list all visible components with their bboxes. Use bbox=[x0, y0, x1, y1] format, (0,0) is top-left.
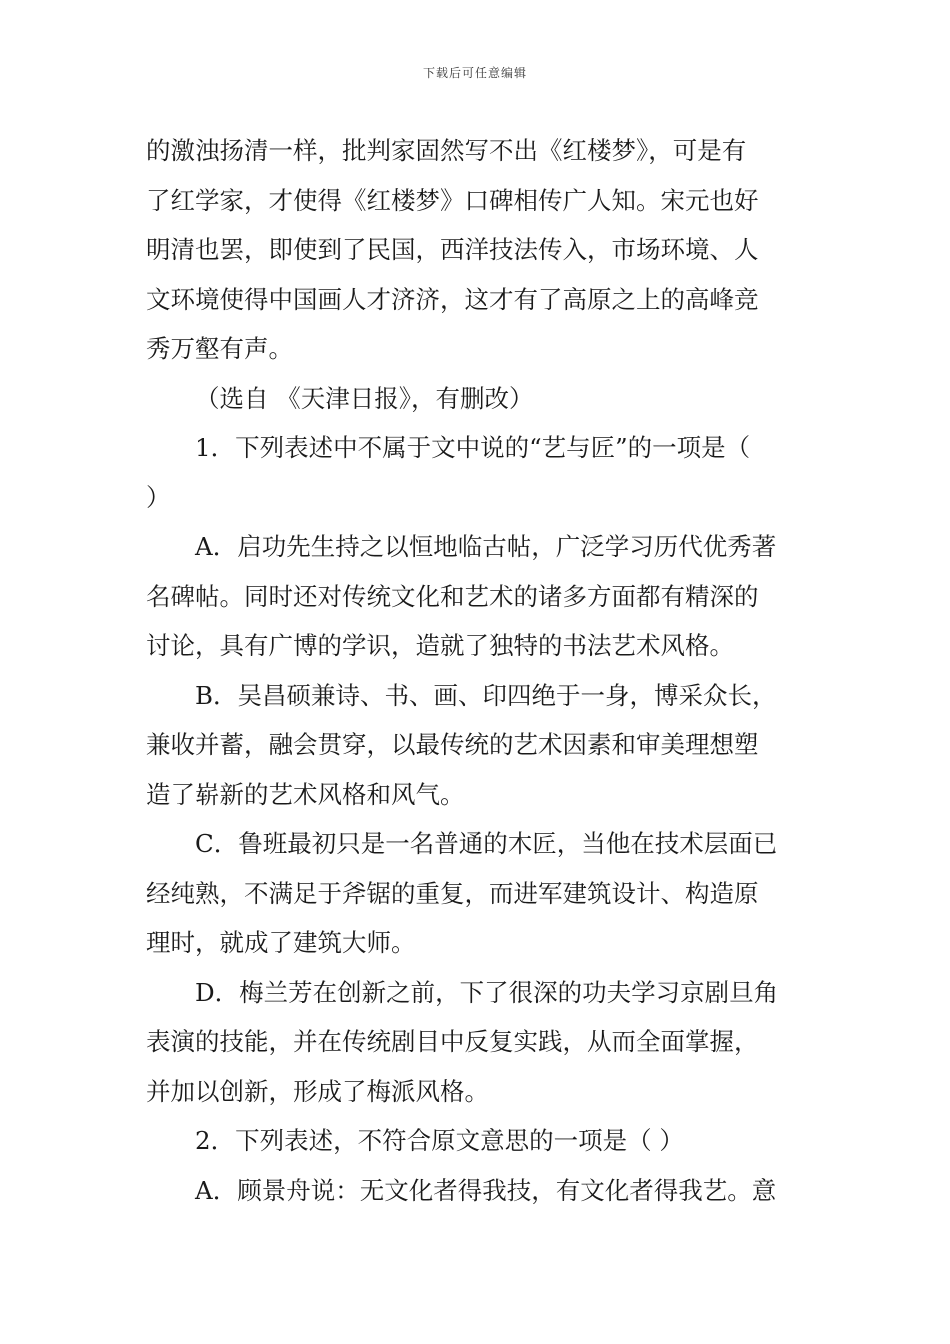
text-line: 经纯熟，不满足于斧锯的重复，而进军建筑设计、构造原 bbox=[146, 878, 759, 908]
text-line: 表演的技能，并在传统剧目中反复实践，从而全面掌握， bbox=[146, 1027, 759, 1056]
page-header: 下载后可任意编辑 bbox=[422, 66, 527, 80]
text-line: D．梅兰芳在创新之前，下了很深的功夫学习京剧旦角 bbox=[195, 977, 779, 1007]
text-line: 兼收并蓄，融会贯穿，以最传统的艺术因素和审美理想塑 bbox=[146, 730, 759, 759]
text-line: ） bbox=[146, 482, 171, 512]
document-body bbox=[146, 126, 810, 1215]
text-line: 名碑帖。同时还对传统文化和艺术的诸多方面都有精深的 bbox=[146, 581, 759, 611]
text-line: 并加以创新，形成了梅派风格。 bbox=[146, 1076, 489, 1106]
text-line: 造了崭新的艺术风格和风气。 bbox=[146, 779, 465, 809]
text-line: A．顾景舟说：无文化者得我技，有文化者得我艺。意 bbox=[195, 1175, 777, 1205]
text-line: 了红学家，才使得《红楼梦》口碑相传广人知。宋元也好 bbox=[146, 185, 759, 215]
text-line: 文环境使得中国画人才济济，这才有了高原之上的高峰竞 bbox=[146, 284, 759, 314]
text-line: 秀万壑有声。 bbox=[146, 334, 293, 363]
text-line: 1．下列表述中不属于文中说的“艺与匠”的一项是（ bbox=[195, 433, 751, 462]
text-line: 明清也罢，即使到了民国，西洋技法传入，市场环境、人 bbox=[146, 235, 759, 264]
text-line: A．启功先生持之以恒地临古帖，广泛学习历代优秀著 bbox=[195, 532, 777, 561]
text-line: C．鲁班最初只是一名普通的木匠，当他在技术层面已 bbox=[195, 829, 778, 858]
text-line: B．吴昌硕兼诗、书、画、印四绝于一身，博采众长， bbox=[195, 680, 777, 710]
text-line: （选自 《天津日报》，有删改） bbox=[195, 383, 534, 413]
text-line: 讨论，具有广博的学识，造就了独特的书法艺术风格。 bbox=[146, 631, 734, 660]
text-line: 理时，就成了建筑大师。 bbox=[146, 928, 416, 957]
text-line: 的激浊扬清一样，批判家固然写不出《红楼梦》，可是有 bbox=[146, 136, 747, 165]
text-line: 2．下列表述，不符合原文意思的一项是（ ） bbox=[195, 1126, 684, 1155]
